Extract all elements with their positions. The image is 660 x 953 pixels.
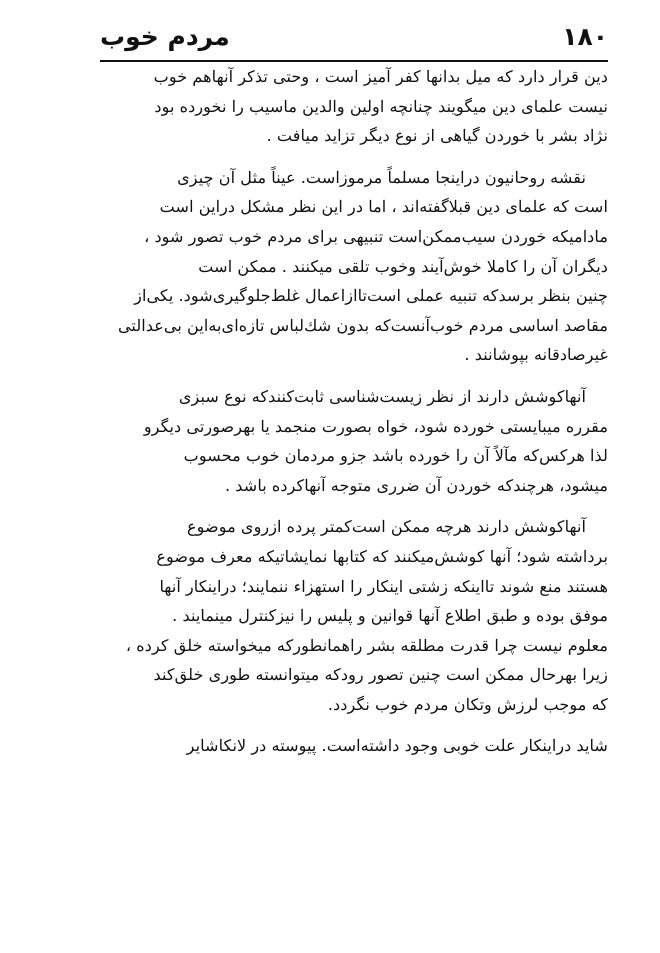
- text-line: زیرا بهرحال ممکن است چنین تصور رودکه میتوانسته طوری خلق‌کند: [153, 665, 608, 685]
- text-line: که موجب لرزش وتکان مردم خوب نگردد.: [327, 694, 608, 714]
- paragraph-4: [78, 512, 608, 719]
- text-line: دین قرار دارد که میل بدانها کفر آمیز است ، وحتی تذکر آنهاهم خوب: [153, 67, 608, 86]
- text-line: لذا هرکس‌که مآلاً آن را خورده باشد جزو مردمان خوب محسوب: [183, 446, 608, 466]
- paragraph-gap: [78, 500, 608, 512]
- text-line: هستند منع شوند تااینکه زشتی اینکار را استهزاء ننمایند؛ دراینکار آنها: [159, 576, 608, 596]
- text-line: مقاصد اساسی مردم خوب‌آنست‌که بدون شك‌لباس تازه‌ای‌به‌این بی‌عدالتی: [117, 315, 608, 335]
- text-line: غیرصادقانه بپوشانند .: [464, 345, 608, 365]
- text-line: آنهاکوشش دارند هرچه ممکن است‌کمتر پرده ازروی موضوع: [186, 517, 586, 537]
- paragraph-3: [78, 382, 608, 500]
- paragraph-gap: [78, 719, 608, 731]
- text-line: نیست علمای دین میگویند چنانچه اولین والدین ماسیب را نخورده بود: [154, 96, 608, 116]
- text-line: برداشته شود؛ آنها کوشش‌میکنند که کتابها نمایشاتیکه معرف موضوع: [156, 546, 608, 566]
- text-line: چنین بنظر برسدکه تنبیه عملی است‌تاازاعمال غلط‌جلوگیری‌شود. یکی‌از: [134, 286, 608, 306]
- running-title: مردم خوب: [100, 22, 230, 51]
- text-line: نژاد بشر با خوردن گیاهی از نوع دیگر تزاید میافت .: [266, 126, 608, 146]
- page-body: [78, 62, 608, 761]
- paragraph-5: [78, 731, 608, 761]
- paragraph-1: [78, 62, 608, 151]
- text-line: مادامیکه خوردن سیب‌ممکن‌است تنبیهی برای مردم خوب تصور شود ،: [144, 226, 608, 246]
- text-line: معلوم نیست چرا قدرت مطلقه بشر راهمانطورکه میخواسته خلق کرده ،: [125, 635, 608, 655]
- page-header: [100, 20, 608, 62]
- text-line: نقشه روحانیون دراینجا مسلماً مرموزاست. عیناً مثل آن چیزی: [177, 167, 586, 187]
- text-line: موفق بوده و طبق اطلاع آنها قوانین و پلیس را نیزکنترل مینمایند .: [172, 606, 608, 626]
- text-line: میشود، هرچندکه خوردن آن ضرری متوجه آنهاکرده باشد .: [225, 475, 608, 495]
- page-number: ۱۸۰: [562, 22, 608, 51]
- text-line: آنهاکوشش دارند از نظر زیست‌شناسی ثابت‌کنندکه نوع سبزی: [178, 386, 586, 406]
- paragraph-gap: [78, 151, 608, 163]
- paragraph-2: [78, 163, 608, 370]
- text-line: دیگران آن را کاملا خوش‌آیند وخوب تلقی میکنند . ممکن است: [198, 256, 608, 276]
- text-line: است که علمای دین قبلاگفته‌اند ، اما در این نظر مشکل دراین است: [159, 197, 608, 217]
- text-line: شاید دراینکار علت خوبی وجود داشته‌است. پیوسته در لانکاشایر: [186, 736, 608, 756]
- paragraph-gap: [78, 370, 608, 382]
- text-line: مقرره میبایستی خورده شود، خواه بصورت منجمد یا بهرصورتی دیگرو: [143, 416, 608, 436]
